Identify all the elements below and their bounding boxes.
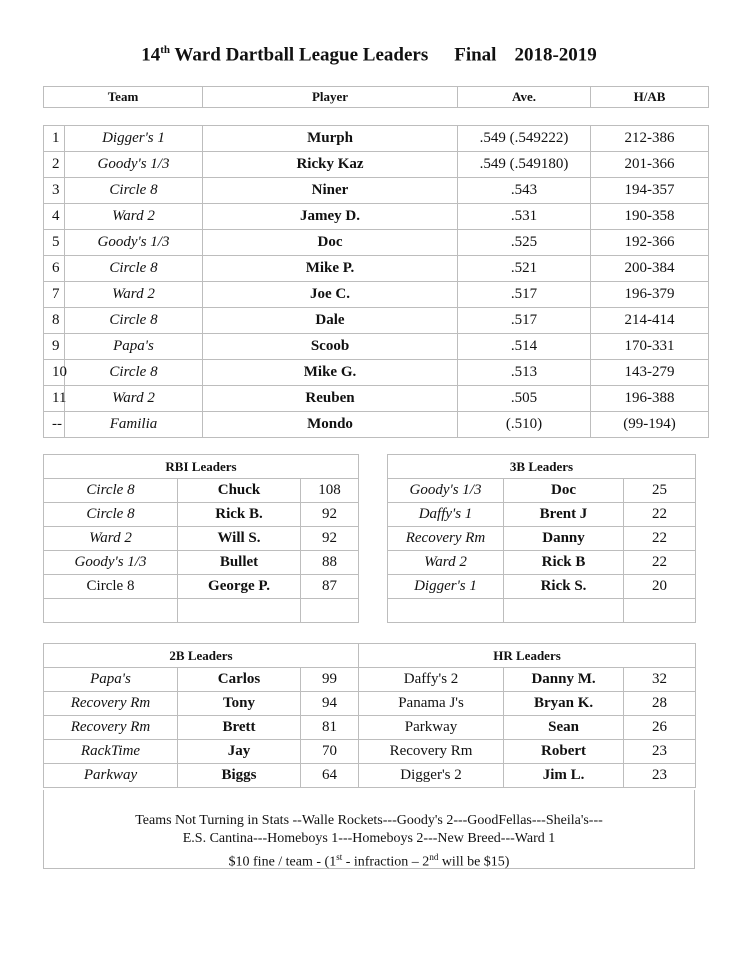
- rbi-value: 108: [301, 479, 359, 503]
- leader-team: Goody's 1/3: [65, 152, 203, 178]
- rbi-team: Circle 8: [44, 575, 178, 599]
- rbi-player: Bullet: [178, 551, 301, 575]
- footer-sup-2: nd: [429, 852, 439, 862]
- homers-team: Daffy's 2: [359, 668, 504, 692]
- leader-team: Circle 8: [65, 178, 203, 204]
- homers-team: Recovery Rm: [359, 740, 504, 764]
- homers-team: Digger's 2: [359, 764, 504, 788]
- homers-value: 26: [624, 716, 696, 740]
- leader-rank: 3: [44, 178, 65, 204]
- leader-team: Familia: [65, 412, 203, 438]
- leader-team: Digger's 1: [65, 126, 203, 152]
- batting-leaders-table: [43, 125, 709, 438]
- rbi-player: Rick B.: [178, 503, 301, 527]
- rbi-3b-row: [44, 503, 696, 527]
- homers-team: Parkway: [359, 716, 504, 740]
- leader-player: Scoob: [203, 334, 458, 360]
- triples-team: Goody's 1/3: [388, 479, 504, 503]
- leader-team: Circle 8: [65, 360, 203, 386]
- column-header-table: [43, 86, 709, 108]
- footer-line-3: [44, 848, 694, 872]
- leader-hab: 200-384: [591, 256, 709, 282]
- footer-line-2: E.S. Cantina---Homeboys 1---Homeboys 2---New Breed---Ward 1: [182, 831, 556, 846]
- rbi-team: Circle 8: [44, 503, 178, 527]
- rbi-player: Will S.: [178, 527, 301, 551]
- doubles-player: Jay: [178, 740, 301, 764]
- leader-ave: .549 (.549180): [458, 152, 591, 178]
- rbi-player: George P.: [178, 575, 301, 599]
- leader-ave: .543: [458, 178, 591, 204]
- column-header-row: [44, 87, 709, 108]
- footer-note: [43, 790, 695, 869]
- triples-player: Rick B: [504, 551, 624, 575]
- triples-team: Digger's 1: [388, 575, 504, 599]
- leader-team: Circle 8: [65, 256, 203, 282]
- leader-hab: 212-386: [591, 126, 709, 152]
- leader-hab: 196-388: [591, 386, 709, 412]
- leader-player: Dale: [203, 308, 458, 334]
- triples-player: Danny: [504, 527, 624, 551]
- homers-title: HR Leaders: [359, 644, 696, 668]
- rbi-title: RBI Leaders: [44, 455, 359, 479]
- header-hab: H/AB: [591, 87, 709, 108]
- doubles-value: 99: [301, 668, 359, 692]
- empty-cell: [504, 599, 624, 623]
- doubles-value: 64: [301, 764, 359, 788]
- leader-rank: --: [44, 412, 65, 438]
- leader-row: [44, 334, 709, 360]
- leader-ave: .549 (.549222): [458, 126, 591, 152]
- leader-player: Mike G.: [203, 360, 458, 386]
- homers-player: Bryan K.: [504, 692, 624, 716]
- leader-rank: 7: [44, 282, 65, 308]
- leader-team: Ward 2: [65, 204, 203, 230]
- triples-team: Daffy's 1: [388, 503, 504, 527]
- title-number: 14: [141, 44, 161, 66]
- leader-row: [44, 178, 709, 204]
- homers-value: 28: [624, 692, 696, 716]
- leader-rank: 6: [44, 256, 65, 282]
- rbi-value: 92: [301, 503, 359, 527]
- leader-hab: 194-357: [591, 178, 709, 204]
- doubles-value: 70: [301, 740, 359, 764]
- leader-rank: 4: [44, 204, 65, 230]
- footer-sup-1: st: [336, 852, 343, 862]
- leader-player: Joe C.: [203, 282, 458, 308]
- 2b-hr-title-row: [44, 644, 696, 668]
- leader-player: Doc: [203, 230, 458, 256]
- doubles-player: Brett: [178, 716, 301, 740]
- empty-cell: [178, 599, 301, 623]
- page-title: [0, 44, 738, 66]
- leader-row: [44, 230, 709, 256]
- doubles-player: Tony: [178, 692, 301, 716]
- 2b-hr-table: [43, 643, 696, 788]
- doubles-value: 94: [301, 692, 359, 716]
- triples-player: Rick S.: [504, 575, 624, 599]
- leader-rank: 1: [44, 126, 65, 152]
- header-ave: Ave.: [458, 87, 591, 108]
- empty-cell: [44, 599, 178, 623]
- leader-rank: 9: [44, 334, 65, 360]
- leader-player: Jamey D.: [203, 204, 458, 230]
- empty-cell: [624, 599, 696, 623]
- spacer: [359, 527, 388, 551]
- doubles-title: 2B Leaders: [44, 644, 359, 668]
- homers-player: Robert: [504, 740, 624, 764]
- leader-row: [44, 204, 709, 230]
- leader-team: Circle 8: [65, 308, 203, 334]
- leader-ave: .531: [458, 204, 591, 230]
- doubles-team: Parkway: [44, 764, 178, 788]
- leader-rank: 5: [44, 230, 65, 256]
- leader-ave: .517: [458, 282, 591, 308]
- triples-value: 25: [624, 479, 696, 503]
- leader-ave: .513: [458, 360, 591, 386]
- triples-player: Brent J: [504, 503, 624, 527]
- footer-fine-a: $10 fine / team - (1: [228, 854, 337, 870]
- homers-team: Panama J's: [359, 692, 504, 716]
- doubles-team: Recovery Rm: [44, 692, 178, 716]
- leader-hab: 192-366: [591, 230, 709, 256]
- doubles-team: Papa's: [44, 668, 178, 692]
- leader-player: Niner: [203, 178, 458, 204]
- homers-player: Danny M.: [504, 668, 624, 692]
- leader-row: [44, 256, 709, 282]
- leader-hab: 190-358: [591, 204, 709, 230]
- triples-value: 22: [624, 503, 696, 527]
- 2b-hr-row: [44, 692, 696, 716]
- triples-value: 22: [624, 527, 696, 551]
- triples-value: 20: [624, 575, 696, 599]
- leader-row: [44, 152, 709, 178]
- leader-hab: 143-279: [591, 360, 709, 386]
- rbi-team: Circle 8: [44, 479, 178, 503]
- spacer: [359, 503, 388, 527]
- 2b-hr-row: [44, 668, 696, 692]
- rbi-value: 87: [301, 575, 359, 599]
- leader-ave: .517: [458, 308, 591, 334]
- homers-player: Jim L.: [504, 764, 624, 788]
- doubles-value: 81: [301, 716, 359, 740]
- homers-value: 23: [624, 740, 696, 764]
- rbi-3b-row: [44, 551, 696, 575]
- doubles-player: Carlos: [178, 668, 301, 692]
- spacer: [359, 455, 388, 479]
- homers-player: Sean: [504, 716, 624, 740]
- leader-hab: (99-194): [591, 412, 709, 438]
- leader-row: [44, 126, 709, 152]
- leader-ave: (.510): [458, 412, 591, 438]
- leader-hab: 201-366: [591, 152, 709, 178]
- rbi-3b-row: [44, 527, 696, 551]
- leader-hab: 196-379: [591, 282, 709, 308]
- leader-ave: .514: [458, 334, 591, 360]
- homers-value: 23: [624, 764, 696, 788]
- title-final: Final: [454, 44, 497, 66]
- triples-title: 3B Leaders: [388, 455, 696, 479]
- leader-player: Ricky Kaz: [203, 152, 458, 178]
- rbi-player: Chuck: [178, 479, 301, 503]
- leader-player: Murph: [203, 126, 458, 152]
- leader-rank: 8: [44, 308, 65, 334]
- leader-row: [44, 360, 709, 386]
- triples-team: Ward 2: [388, 551, 504, 575]
- triples-team: Recovery Rm: [388, 527, 504, 551]
- leader-rank: 10: [44, 360, 65, 386]
- rbi-3b-table: [43, 454, 696, 623]
- leader-rank: 2: [44, 152, 65, 178]
- title-ordinal: th: [160, 44, 170, 56]
- footer-fine-b: - infraction – 2: [342, 854, 430, 870]
- empty-cell: [388, 599, 504, 623]
- 2b-hr-row: [44, 764, 696, 788]
- empty-cell: [301, 599, 359, 623]
- leader-row: [44, 282, 709, 308]
- leader-player: Mondo: [203, 412, 458, 438]
- title-years: 2018-2019: [514, 44, 597, 66]
- leader-ave: .521: [458, 256, 591, 282]
- leader-rank: 11: [44, 386, 65, 412]
- homers-value: 32: [624, 668, 696, 692]
- leader-player: Reuben: [203, 386, 458, 412]
- doubles-team: Recovery Rm: [44, 716, 178, 740]
- leader-team: Papa's: [65, 334, 203, 360]
- leader-team: Ward 2: [65, 282, 203, 308]
- header-player: Player: [203, 87, 458, 108]
- leader-team: Ward 2: [65, 386, 203, 412]
- leader-row: [44, 412, 709, 438]
- leader-ave: .505: [458, 386, 591, 412]
- rbi-3b-title-row: [44, 455, 696, 479]
- doubles-team: RackTime: [44, 740, 178, 764]
- footer-fine-c: will be $15): [438, 854, 510, 870]
- rbi-value: 88: [301, 551, 359, 575]
- doubles-player: Biggs: [178, 764, 301, 788]
- leader-row: [44, 308, 709, 334]
- title-text: Ward Dartball League Leaders: [169, 44, 429, 66]
- rbi-value: 92: [301, 527, 359, 551]
- spacer: [359, 599, 388, 623]
- leader-hab: 170-331: [591, 334, 709, 360]
- rbi-3b-row: [44, 599, 696, 623]
- triples-player: Doc: [504, 479, 624, 503]
- spacer: [359, 479, 388, 503]
- footer-line-1: Teams Not Turning in Stats --Walle Rockets---Goody's 2---GoodFellas---Sheila's---: [135, 813, 603, 828]
- spacer: [359, 551, 388, 575]
- leader-team: Goody's 1/3: [65, 230, 203, 256]
- leader-hab: 214-414: [591, 308, 709, 334]
- leader-ave: .525: [458, 230, 591, 256]
- leader-row: [44, 386, 709, 412]
- rbi-team: Goody's 1/3: [44, 551, 178, 575]
- rbi-3b-row: [44, 479, 696, 503]
- header-team: Team: [44, 87, 203, 108]
- rbi-3b-row: [44, 575, 696, 599]
- leader-player: Mike P.: [203, 256, 458, 282]
- spacer: [359, 575, 388, 599]
- 2b-hr-row: [44, 716, 696, 740]
- 2b-hr-row: [44, 740, 696, 764]
- rbi-team: Ward 2: [44, 527, 178, 551]
- triples-value: 22: [624, 551, 696, 575]
